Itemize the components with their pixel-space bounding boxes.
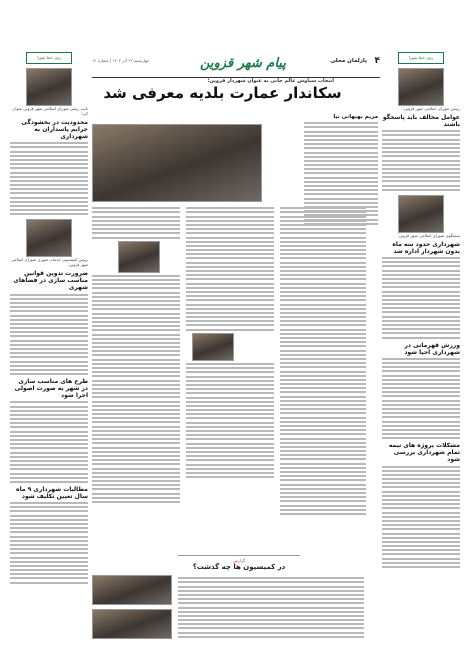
commission-photo	[92, 575, 172, 605]
newspaper-logo: پیام شهر قزوین	[200, 56, 286, 71]
dateline: چهارشنبه ۲۲ آذر ۱۴۰۲ | شماره ۱۲	[92, 58, 150, 63]
portrait-photo	[192, 333, 234, 361]
sidebar-headline: مشکلات پروژه های نیمه تمام شهرداری بررسی شود	[388, 442, 460, 464]
sidebar-text	[382, 257, 460, 339]
commission-box-text	[178, 577, 364, 638]
sidebar-tag: روی خط شورا	[398, 52, 444, 64]
sidebar-headline: شهرداری حدود سه ماه بدون شهردار اداره شد	[392, 240, 460, 255]
article-body-text	[186, 207, 274, 330]
portrait-photo	[118, 241, 160, 273]
lead-column-4	[92, 205, 180, 505]
article-body-text	[92, 207, 180, 238]
sidebar-caption: نایب رییس شورای اسلامی شهر قزوین عنوان کرد:	[12, 106, 88, 116]
article-headline: سکاندار عمارت بلدیه معرفی شد	[103, 84, 342, 102]
commission-box-tag: گزارش	[232, 558, 246, 563]
sidebar-headline: طرح های مناسب سازی در شهر به صورت اصولی اجرا شود	[14, 378, 88, 400]
sidebar-caption: رییس کمیسیون خدمات شهری شورای اسلامی شهر قزوین:	[10, 257, 88, 268]
commission-box-photos	[92, 575, 172, 639]
sidebar-text	[10, 142, 88, 215]
sidebar-text	[382, 358, 460, 440]
lead-column-3	[186, 205, 274, 480]
commission-box-headline	[178, 555, 300, 571]
portrait-photo	[26, 68, 72, 106]
sidebar-headline: ضرورت تدوین قوانین مناسب سازی در فضاهای شهری	[13, 270, 88, 292]
left-sidebar	[10, 52, 88, 586]
council-meeting-photo	[92, 124, 262, 202]
portrait-photo	[398, 68, 444, 106]
sidebar-headline: مطالبات شهرداری ۹ ماه سال تعیین تکلیف شود	[16, 485, 88, 500]
article-body-text	[186, 363, 274, 478]
sidebar-text	[382, 466, 460, 569]
article-body-text	[92, 275, 180, 503]
sidebar-text	[382, 130, 460, 191]
portrait-photo	[26, 219, 72, 257]
commission-photo	[92, 609, 172, 639]
page-number: ۴	[374, 56, 380, 66]
article-kicker: انتخاب سیاوش عالم خانی به عنوان شهردار قزوین؛	[207, 78, 334, 84]
sidebar-tag: روی خط شورا	[26, 52, 72, 64]
portrait-photo	[398, 195, 444, 233]
commission-box-title: در کمیسیون ها چه گذشت؟	[192, 563, 286, 571]
commission-box-body	[178, 575, 364, 640]
sidebar-headline: عوامل مخالف باید پاسخگو باشند	[382, 114, 460, 128]
sidebar-text	[10, 401, 88, 483]
sidebar-text	[10, 502, 88, 584]
lead-column-2	[280, 205, 366, 517]
sidebar-caption: رییس شورای اسلامی شهر قزوین:	[402, 106, 460, 111]
page-header	[92, 56, 380, 74]
byline: مریم بهبهانی نیا	[333, 114, 378, 120]
sidebar-caption: سخنگوی شورای اسلامی شهر قزوین:	[397, 232, 460, 238]
sidebar-text	[10, 294, 88, 376]
sidebar-headline: محدودیت در بخشودگی جرایم پاسداران به شهرداری	[21, 119, 88, 140]
article-body-text	[280, 207, 366, 515]
section-name: پارلمان محلی	[330, 58, 367, 64]
sidebar-headline: ورزش قهرمانی در شهرداری احیا شود	[404, 341, 460, 356]
right-sidebar	[382, 52, 460, 570]
